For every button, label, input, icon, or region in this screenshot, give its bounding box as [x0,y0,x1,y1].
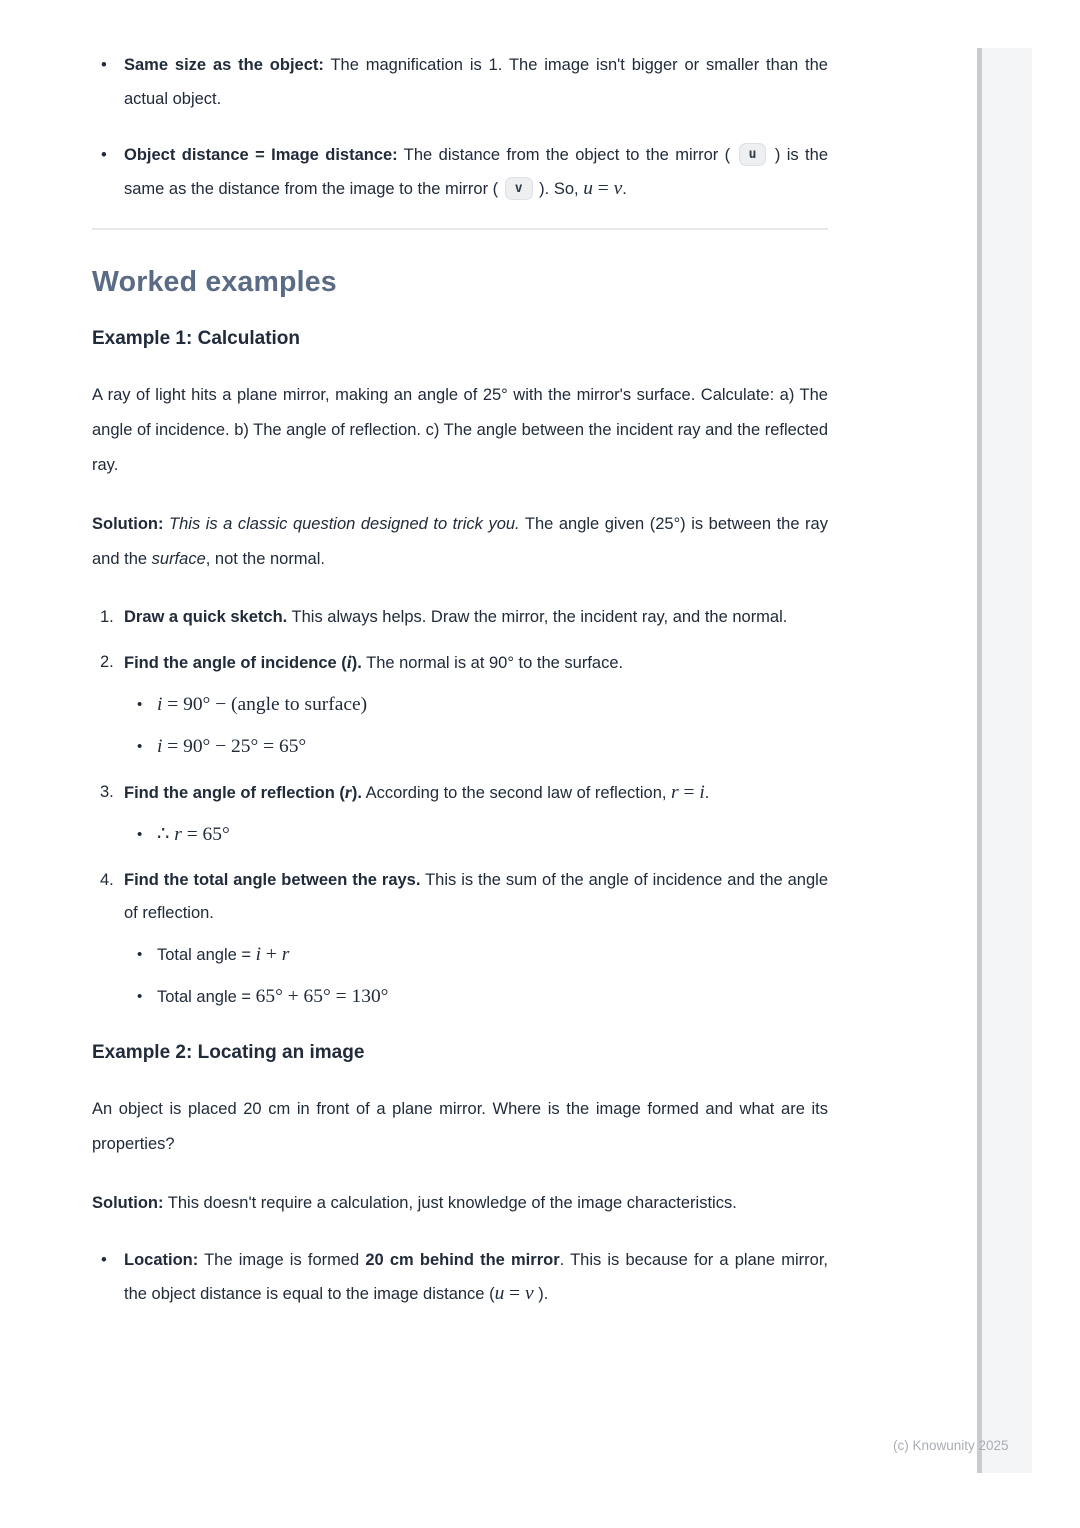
step-number: 1. [100,608,114,626]
step-item-3 [92,776,828,852]
text-segment: = [678,782,700,803]
example2-solution [92,1186,828,1221]
text-segment: The distance from the object to the mirror ( [397,146,737,164]
example1-steps [92,601,828,1014]
text-segment: This is the sum of the angle of incidence and the angle of reflection. [124,871,828,922]
text-segment: Same size as the object: [124,56,324,74]
text-segment: surface [151,550,206,568]
document-content [92,0,828,1333]
text-segment: Find the total angle between the rays. [124,871,421,889]
text-segment: Find the angle of incidence ( [124,654,347,672]
text-segment: r [344,782,352,802]
text-segment: v [525,1283,534,1304]
text-segment: u [494,1283,505,1304]
step-number: 3. [100,783,114,801]
text-segment: The angle given (25°) is between the ray and the [92,515,828,568]
text-segment: v [613,178,623,199]
step-text [124,784,709,802]
step-sub-list [124,688,828,764]
text-segment: This always helps. Draw the mirror, the incident ray, and the normal. [287,608,788,626]
text-segment: i [255,944,262,965]
text-segment: 20 cm behind the mirror [365,1251,560,1269]
text-segment: = 65° [181,824,230,845]
text-segment: r [281,944,290,965]
step-item-1 [92,601,828,634]
sub-bullet-math [124,938,828,972]
text-segment: ). [351,784,362,802]
step-text [124,871,828,922]
text-segment: The image is formed [198,1251,366,1269]
example1-title: Example 1: Calculation [92,328,301,349]
text-segment: . This is because for a plane mirror, the object distance is equal to the image distance ( [124,1251,829,1303]
step-text [124,608,787,626]
text-segment: This is a classic question designed to trick you. [163,515,520,533]
step-item-2 [92,646,828,764]
bullet-item-object-distance [92,138,828,206]
text-segment: + [261,944,282,965]
example1-problem: A ray of light hits a plane mirror, making an angle of 25° with the mirror's surface. Calculate: a) The angle of incidence. b) The angle of reflection. c) The angle between the incident ray and the reflected ray. [92,386,828,474]
step-number: 2. [100,653,114,671]
text-segment: Total angle = [157,988,256,1006]
text-segment: The magnification is 1. The image isn't bigger or smaller than the actual object. [124,56,828,108]
sub-bullet-math [124,730,828,764]
step-sub-list [124,818,828,852]
text-segment: ∴ [157,824,175,845]
sub-bullet-math [124,818,828,852]
step-item-4 [92,864,828,1014]
section-heading: Worked examples [92,266,337,298]
text-segment: Object distance = Image distance: [124,146,398,164]
text-segment: Draw a quick sketch. [124,608,288,626]
text-segment: ). [533,1285,549,1303]
text-segment: According to the second law of reflection, [361,784,672,802]
inline-code-chip: v [505,177,533,200]
text-segment: = 90° − (angle to surface) [162,694,368,715]
text-segment: . [622,180,627,198]
section-divider [92,228,828,230]
text-segment: ). So, [534,180,584,198]
text-segment: i [157,736,163,757]
text-segment: i [346,652,352,672]
text-segment: Total angle = [157,946,256,964]
page-side-panel [977,48,1032,1473]
example2-problem: An object is placed 20 cm in front of a plane mirror. Where is the image formed and what are its properties? [92,1100,828,1153]
text-segment: . [704,784,710,802]
top-bullet-list [92,48,828,206]
text-segment: i [699,782,705,803]
text-segment: ) is the same as the distance from the image to the mirror ( [124,146,828,198]
text-segment: r [671,782,679,803]
step-text [124,654,623,672]
text-segment: u [583,178,593,199]
text-segment: , not the normal. [205,550,325,568]
text-segment: = [504,1283,525,1304]
watermark: (c) Knowunity 2025 [893,1438,1009,1453]
sub-bullet-math [124,980,828,1014]
text-segment: i [157,694,163,715]
example2-title: Example 2: Locating an image [92,1042,365,1063]
text-segment: This doesn't require a calculation, just knowledge of the image characteristics. [163,1194,737,1212]
text-segment: Solution: [92,1194,164,1212]
sub-bullet-math [124,688,828,722]
inline-code-chip: u [739,143,767,166]
step-sub-list [124,938,828,1014]
text-segment: Find the angle of reflection ( [124,784,345,802]
bullet-item-same-size [92,48,828,116]
step-number: 4. [100,871,114,889]
text-segment: Location: [124,1251,199,1269]
bullet-item-location [92,1243,828,1311]
text-segment: Solution: [92,515,164,533]
text-segment: = 90° − 25° = 65° [162,736,307,757]
example1-solution [92,507,828,577]
text-segment: r [174,824,182,845]
example2-bullet-list [92,1243,828,1311]
text-segment: 65° + 65° = 130° [255,986,389,1007]
text-segment: = [592,178,614,199]
text-segment: The normal is at 90° to the surface. [361,654,624,672]
text-segment: ). [351,654,362,672]
